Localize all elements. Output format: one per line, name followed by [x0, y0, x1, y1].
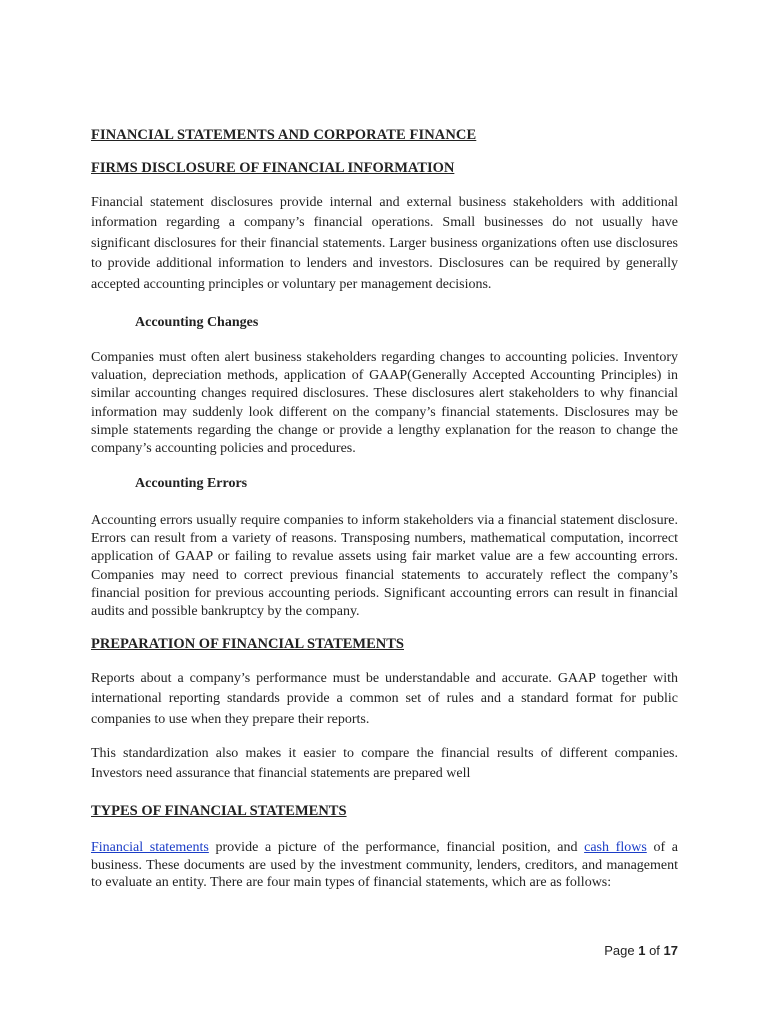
section-heading-preparation: PREPARATION OF FINANCIAL STATEMENTS	[91, 636, 404, 652]
section-heading-types: TYPES OF FINANCIAL STATEMENTS	[91, 803, 347, 819]
document-page	[91, 0, 678, 1024]
paragraph-preparation-1: Reports about a company’s performance must be understandable and accurate. GAAP together with international reporting standards provide a common set of rules and a standard format for public companies to use when they prepare their reports.	[91, 671, 678, 727]
financial-statements-link[interactable]: Financial statements	[91, 840, 209, 855]
page-word: Page	[604, 943, 635, 958]
paragraph-types	[91, 839, 678, 892]
page-number-footer	[604, 943, 678, 958]
paragraph-preparation-2: This standardization also makes it easier to compare the financial results of different companies. Investors need assurance that financial statements are prepared well	[91, 746, 678, 782]
current-page-number: 1	[638, 943, 646, 958]
subheading-accounting-errors: Accounting Errors	[135, 476, 248, 491]
subheading-accounting-changes: Accounting Changes	[135, 315, 259, 330]
paragraph-accounting-errors: Accounting errors usually require companies to inform stakeholders via a financial statement disclosure. Errors can result from a variety of reasons. Transposing numbers, mathematical computation, incorrect application of GAAP or failing to revalue assets using fair market value are a few accounting errors. Companies may need to correct previous financial statements to accurately reflect the company’s financial position for previous accounting periods. Significant accounting errors can result in financial audits and possible bankruptcy by the company.	[91, 513, 678, 620]
paragraph-disclosure: Financial statement disclosures provide internal and external business stakeholders with additional information regarding a company’s financial operations. Small businesses do not usually have significant disclosures for their financial statements. Larger business organizations often use disclosures to provide additional information to lenders and investors. Disclosures can be required by generally accepted accounting principles or voluntary per management decisions.	[91, 195, 678, 292]
total-pages-number: 17	[663, 943, 678, 958]
cash-flows-link[interactable]: cash flows	[584, 840, 647, 855]
paragraph-accounting-changes: Companies must often alert business stakeholders regarding changes to accounting policies. Inventory valuation, depreciation methods, application of GAAP(Generally Accepted Accounting Principles) in similar accounting changes required disclosures. These disclosures alert stakeholders to why financial information may suddenly look different on the company’s financial statements. Disclosures may be simple statements regarding the change or provide a lengthy explanation for the reason to change the company’s accounting policies and procedures.	[91, 350, 678, 457]
document-title: FINANCIAL STATEMENTS AND CORPORATE FINANCE	[91, 127, 477, 143]
section-heading-disclosure: FIRMS DISCLOSURE OF FINANCIAL INFORMATION	[91, 160, 455, 176]
types-text-2: of a business. These documents are used by the investment community, lenders, creditors, and management to evaluate an entity. There are four main types of financial statements, which are as follows:	[91, 840, 678, 890]
of-word: of	[649, 943, 660, 958]
types-text-1: provide a picture of the performance, financial position, and	[208, 840, 585, 855]
